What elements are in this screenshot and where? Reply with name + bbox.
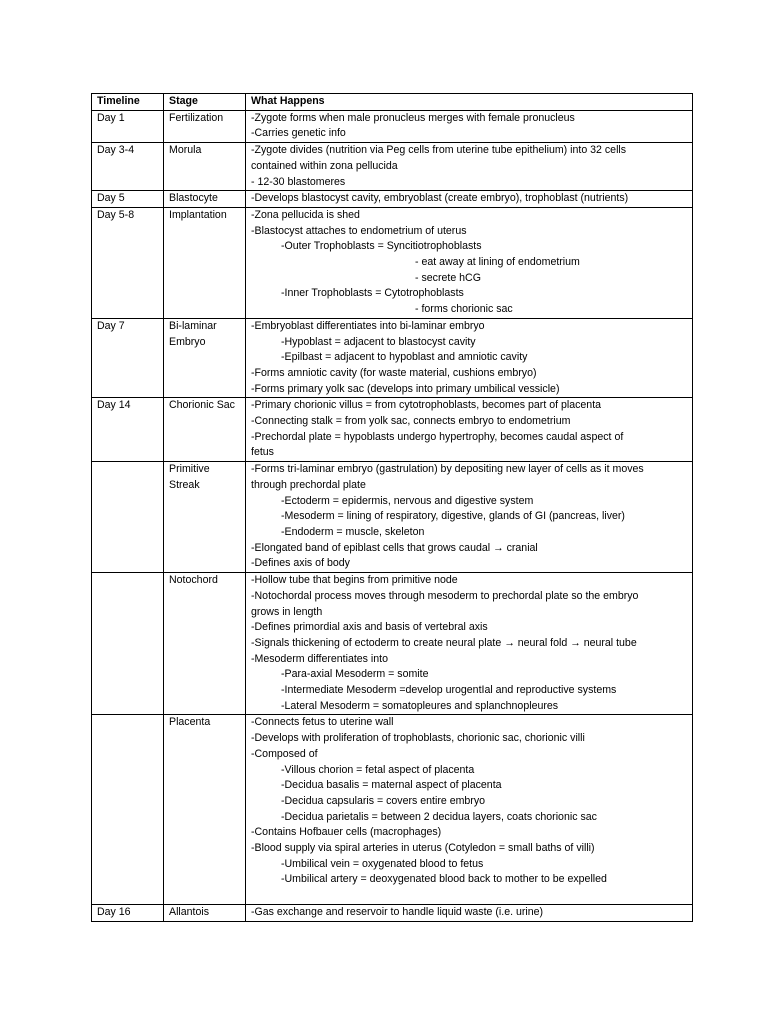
description-line: contained within zona pellucida	[251, 159, 398, 172]
timeline-cell	[92, 462, 164, 573]
stage-label-line: Bi-laminar	[169, 319, 217, 332]
what-happens-cell	[246, 318, 693, 398]
stage-cell	[164, 143, 246, 191]
what-happens-cell	[246, 191, 693, 208]
stage-label-line: Fertilization	[169, 111, 224, 124]
stage-cell	[164, 573, 246, 715]
description-line: -Notochordal process moves through mesoderm to prechordal plate so the embryo	[251, 589, 639, 602]
table-header	[92, 94, 693, 111]
description-line: -Gas exchange and reservoir to handle liquid waste (i.e. urine)	[251, 906, 544, 919]
timeline-cell: Day 16	[92, 905, 164, 922]
what-happens-cell	[246, 462, 693, 573]
description-line: -Connecting stalk = from yolk sac, connects embryo to endometrium	[251, 415, 571, 428]
description-line: -Forms primary yolk sac (develops into primary umbilical vessicle)	[251, 382, 560, 395]
description-line: -Hypoblast = adjacent to blastocyst cavity	[281, 335, 476, 348]
timeline-cell: Day 14	[92, 398, 164, 462]
stage-cell	[164, 398, 246, 462]
description-line: through prechordal plate	[251, 478, 366, 491]
description-line: -Epilbast = adjacent to hypoblast and amniotic cavity	[281, 351, 528, 364]
description-line: -Blood supply via spiral arteries in uterus (Cotyledon = small baths of villi)	[251, 842, 595, 855]
what-happens-cell	[246, 715, 693, 905]
description-line: -Composed of	[251, 747, 318, 760]
table-row	[92, 191, 693, 208]
embryology-timeline-table	[91, 93, 693, 922]
header-timeline: Timeline	[92, 94, 164, 111]
description-line: -Outer Trophoblasts = Syncitiotrophoblasts	[281, 240, 482, 253]
description-line: -Decidua parietalis = between 2 decidua layers, coats chorionic sac	[281, 810, 597, 823]
description-line: -Umbilical artery = deoxygenated blood back to mother to be expelled	[281, 873, 607, 886]
description-line: -Ectoderm = epidermis, nervous and digestive system	[281, 494, 534, 507]
table-row	[92, 143, 693, 191]
description-line: -Villous chorion = fetal aspect of placenta	[281, 763, 475, 776]
header-stage: Stage	[164, 94, 246, 111]
stage-label-line: Allantois	[169, 906, 210, 919]
what-happens-cell	[246, 905, 693, 922]
table-row	[92, 462, 693, 573]
description-line: fetus	[251, 446, 274, 459]
description-line: -Zygote divides (nutrition via Peg cells from uterine tube epithelium) into 32 cells	[251, 144, 627, 157]
description-line: -Umbilical vein = oxygenated blood to fetus	[281, 857, 484, 870]
description-line: -Intermediate Mesoderm =develop urogentIal and reproductive systems	[281, 684, 617, 697]
description-line: -Blastocyst attaches to endometrium of uterus	[251, 224, 467, 237]
stage-cell	[164, 905, 246, 922]
description-line: -Endoderm = muscle, skeleton	[281, 525, 425, 538]
table-row	[92, 207, 693, 318]
timeline-cell: Day 3-4	[92, 143, 164, 191]
stage-label-line: Implantation	[169, 208, 227, 221]
description-line: -Zona pellucida is shed	[251, 208, 360, 221]
description-line: -Mesoderm = lining of respiratory, digestive, glands of GI (pancreas, liver)	[281, 510, 625, 523]
description-line: -Develops with proliferation of trophoblasts, chorionic sac, chorionic villi	[251, 732, 585, 745]
what-happens-cell	[246, 207, 693, 318]
description-line: -Embryoblast differentiates into bi-laminar embryo	[251, 319, 485, 332]
description-line: -Lateral Mesoderm = somatopleures and splanchnopleures	[281, 699, 559, 712]
description-line: -Decidua capsularis = covers entire embryo	[281, 794, 486, 807]
description-line: -Defines primordial axis and basis of vertebral axis	[251, 621, 488, 634]
table-row	[92, 715, 693, 905]
description-line: -Develops blastocyst cavity, embryoblast (create embryo), trophoblast (nutrients)	[251, 192, 629, 205]
description-line: - forms chorionic sac	[415, 303, 513, 316]
stage-label-line: Notochord	[169, 574, 218, 587]
timeline-cell: Day 5-8	[92, 207, 164, 318]
header-row	[92, 94, 693, 111]
stage-label-line: Embryo	[169, 335, 206, 348]
description-line: grows in length	[251, 605, 323, 618]
stage-cell	[164, 207, 246, 318]
stage-cell	[164, 191, 246, 208]
description-line: -Forms tri-laminar embryo (gastrulation) by depositing new layer of cells as it moves	[251, 463, 644, 476]
what-happens-cell	[246, 110, 693, 142]
stage-label-line: Morula	[169, 144, 202, 157]
stage-cell	[164, 462, 246, 573]
stage-label-line: Chorionic Sac	[169, 399, 235, 412]
timeline-cell: Day 5	[92, 191, 164, 208]
description-line: -Para-axial Mesoderm = somite	[281, 668, 429, 681]
description-line: -Connects fetus to uterine wall	[251, 716, 394, 729]
description-line: - secrete hCG	[415, 271, 481, 284]
description-line: -Elongated band of epiblast cells that grows caudal → cranial	[251, 541, 538, 554]
stage-cell	[164, 715, 246, 905]
stage-cell	[164, 318, 246, 398]
table-row	[92, 318, 693, 398]
description-line: - eat away at lining of endometrium	[415, 256, 580, 269]
description-line: -Mesoderm differentiates into	[251, 652, 388, 665]
timeline-cell	[92, 715, 164, 905]
timeline-cell: Day 1	[92, 110, 164, 142]
stage-label-line: Placenta	[169, 716, 211, 729]
table-body	[92, 110, 693, 921]
stage-label-line: Streak	[169, 478, 200, 491]
table-row	[92, 573, 693, 715]
description-line: - 12-30 blastomeres	[251, 175, 346, 188]
what-happens-cell	[246, 143, 693, 191]
table-row	[92, 905, 693, 922]
stage-label-line: Primitive	[169, 463, 210, 476]
description-line: -Signals thickening of ectoderm to create neural plate → neural fold → neural tube	[251, 636, 637, 649]
description-line: -Decidua basalis = maternal aspect of placenta	[281, 779, 502, 792]
description-line: -Zygote forms when male pronucleus merges with female pronucleus	[251, 111, 575, 124]
what-happens-cell	[246, 573, 693, 715]
timeline-cell	[92, 573, 164, 715]
header-what-happens: What Happens	[246, 94, 693, 111]
description-line: -Hollow tube that begins from primitive node	[251, 574, 458, 587]
stage-cell	[164, 110, 246, 142]
description-line: -Prechordal plate = hypoblasts undergo hypertrophy, becomes caudal aspect of	[251, 430, 624, 443]
timeline-cell: Day 7	[92, 318, 164, 398]
table-row	[92, 110, 693, 142]
what-happens-cell	[246, 398, 693, 462]
description-line: -Primary chorionic villus = from cytotrophoblasts, becomes part of placenta	[251, 399, 602, 412]
description-line: -Defines axis of body	[251, 557, 350, 570]
table-row	[92, 398, 693, 462]
stage-label-line: Blastocyte	[169, 192, 218, 205]
description-line: -Contains Hofbauer cells (macrophages)	[251, 826, 442, 839]
description-line: -Forms amniotic cavity (for waste material, cushions embryo)	[251, 366, 537, 379]
description-line: -Inner Trophoblasts = Cytotrophoblasts	[281, 287, 464, 300]
description-line: -Carries genetic info	[251, 127, 346, 140]
